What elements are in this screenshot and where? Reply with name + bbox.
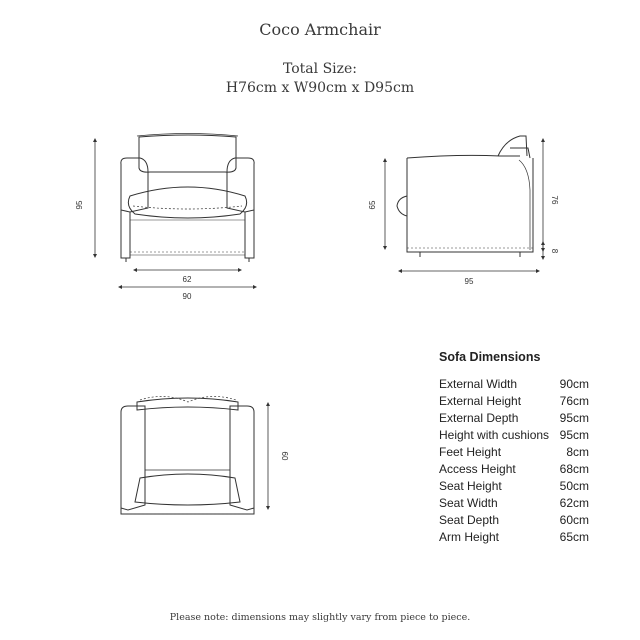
dimension-value: 95cm [559,411,589,425]
product-title: Coco Armchair [259,20,381,39]
total-size-value: H76cm x W90cm x D95cm [225,80,415,96]
side-total-height-label: 76 [550,195,559,205]
dimension-row [439,495,589,512]
dimension-value: 76cm [559,394,589,408]
dimension-value: 62cm [559,496,589,510]
dimension-label: Seat Depth [439,513,500,527]
front-seat-width-label: 62 [182,275,192,284]
dimensions-list [439,376,589,546]
side-depth-label: 95 [464,277,474,286]
dimension-label: Seat Width [439,496,498,510]
front-view-drawing [121,134,254,263]
dimension-row [439,529,589,546]
dimension-value: 90cm [559,377,589,391]
dimension-value: 95cm [559,428,589,442]
total-size-label: Total Size: [282,61,358,77]
top-view-drawing [121,396,254,514]
sofa-dimensions-heading: Sofa Dimensions [439,350,541,364]
dimension-value: 68cm [559,462,589,476]
dimension-note: Please note: dimensions may slightly vary from piece to piece. [169,612,471,623]
dimension-label: External Width [439,377,518,391]
dimension-label: Seat Height [439,479,502,493]
side-feet-height-label: 8 [550,248,559,254]
dimension-label: External Height [439,394,522,408]
dimension-label: Feet Height [439,445,502,459]
dimension-row [439,410,589,427]
dimension-row [439,376,589,393]
dimension-label: Arm Height [439,530,500,544]
front-height-label: 95 [75,200,84,210]
sofa-dimensions-table [439,350,589,546]
dimension-row [439,512,589,529]
side-view-drawing [397,136,533,257]
front-total-width-label: 90 [182,292,192,301]
side-arm-height-label: 65 [368,200,377,210]
top-seat-depth-label: 60 [280,451,289,461]
dimension-value: 65cm [559,530,589,544]
dimension-value: 50cm [559,479,589,493]
dimension-value: 8cm [566,445,589,459]
dimension-value: 60cm [559,513,589,527]
dimension-row [439,461,589,478]
dimension-row [439,393,589,410]
dimension-label: External Depth [439,411,519,425]
dimension-label: Height with cushions [439,428,550,442]
dimension-row [439,427,589,444]
dimension-row [439,444,589,461]
dimension-row [439,478,589,495]
dimension-label: Access Height [439,462,516,476]
